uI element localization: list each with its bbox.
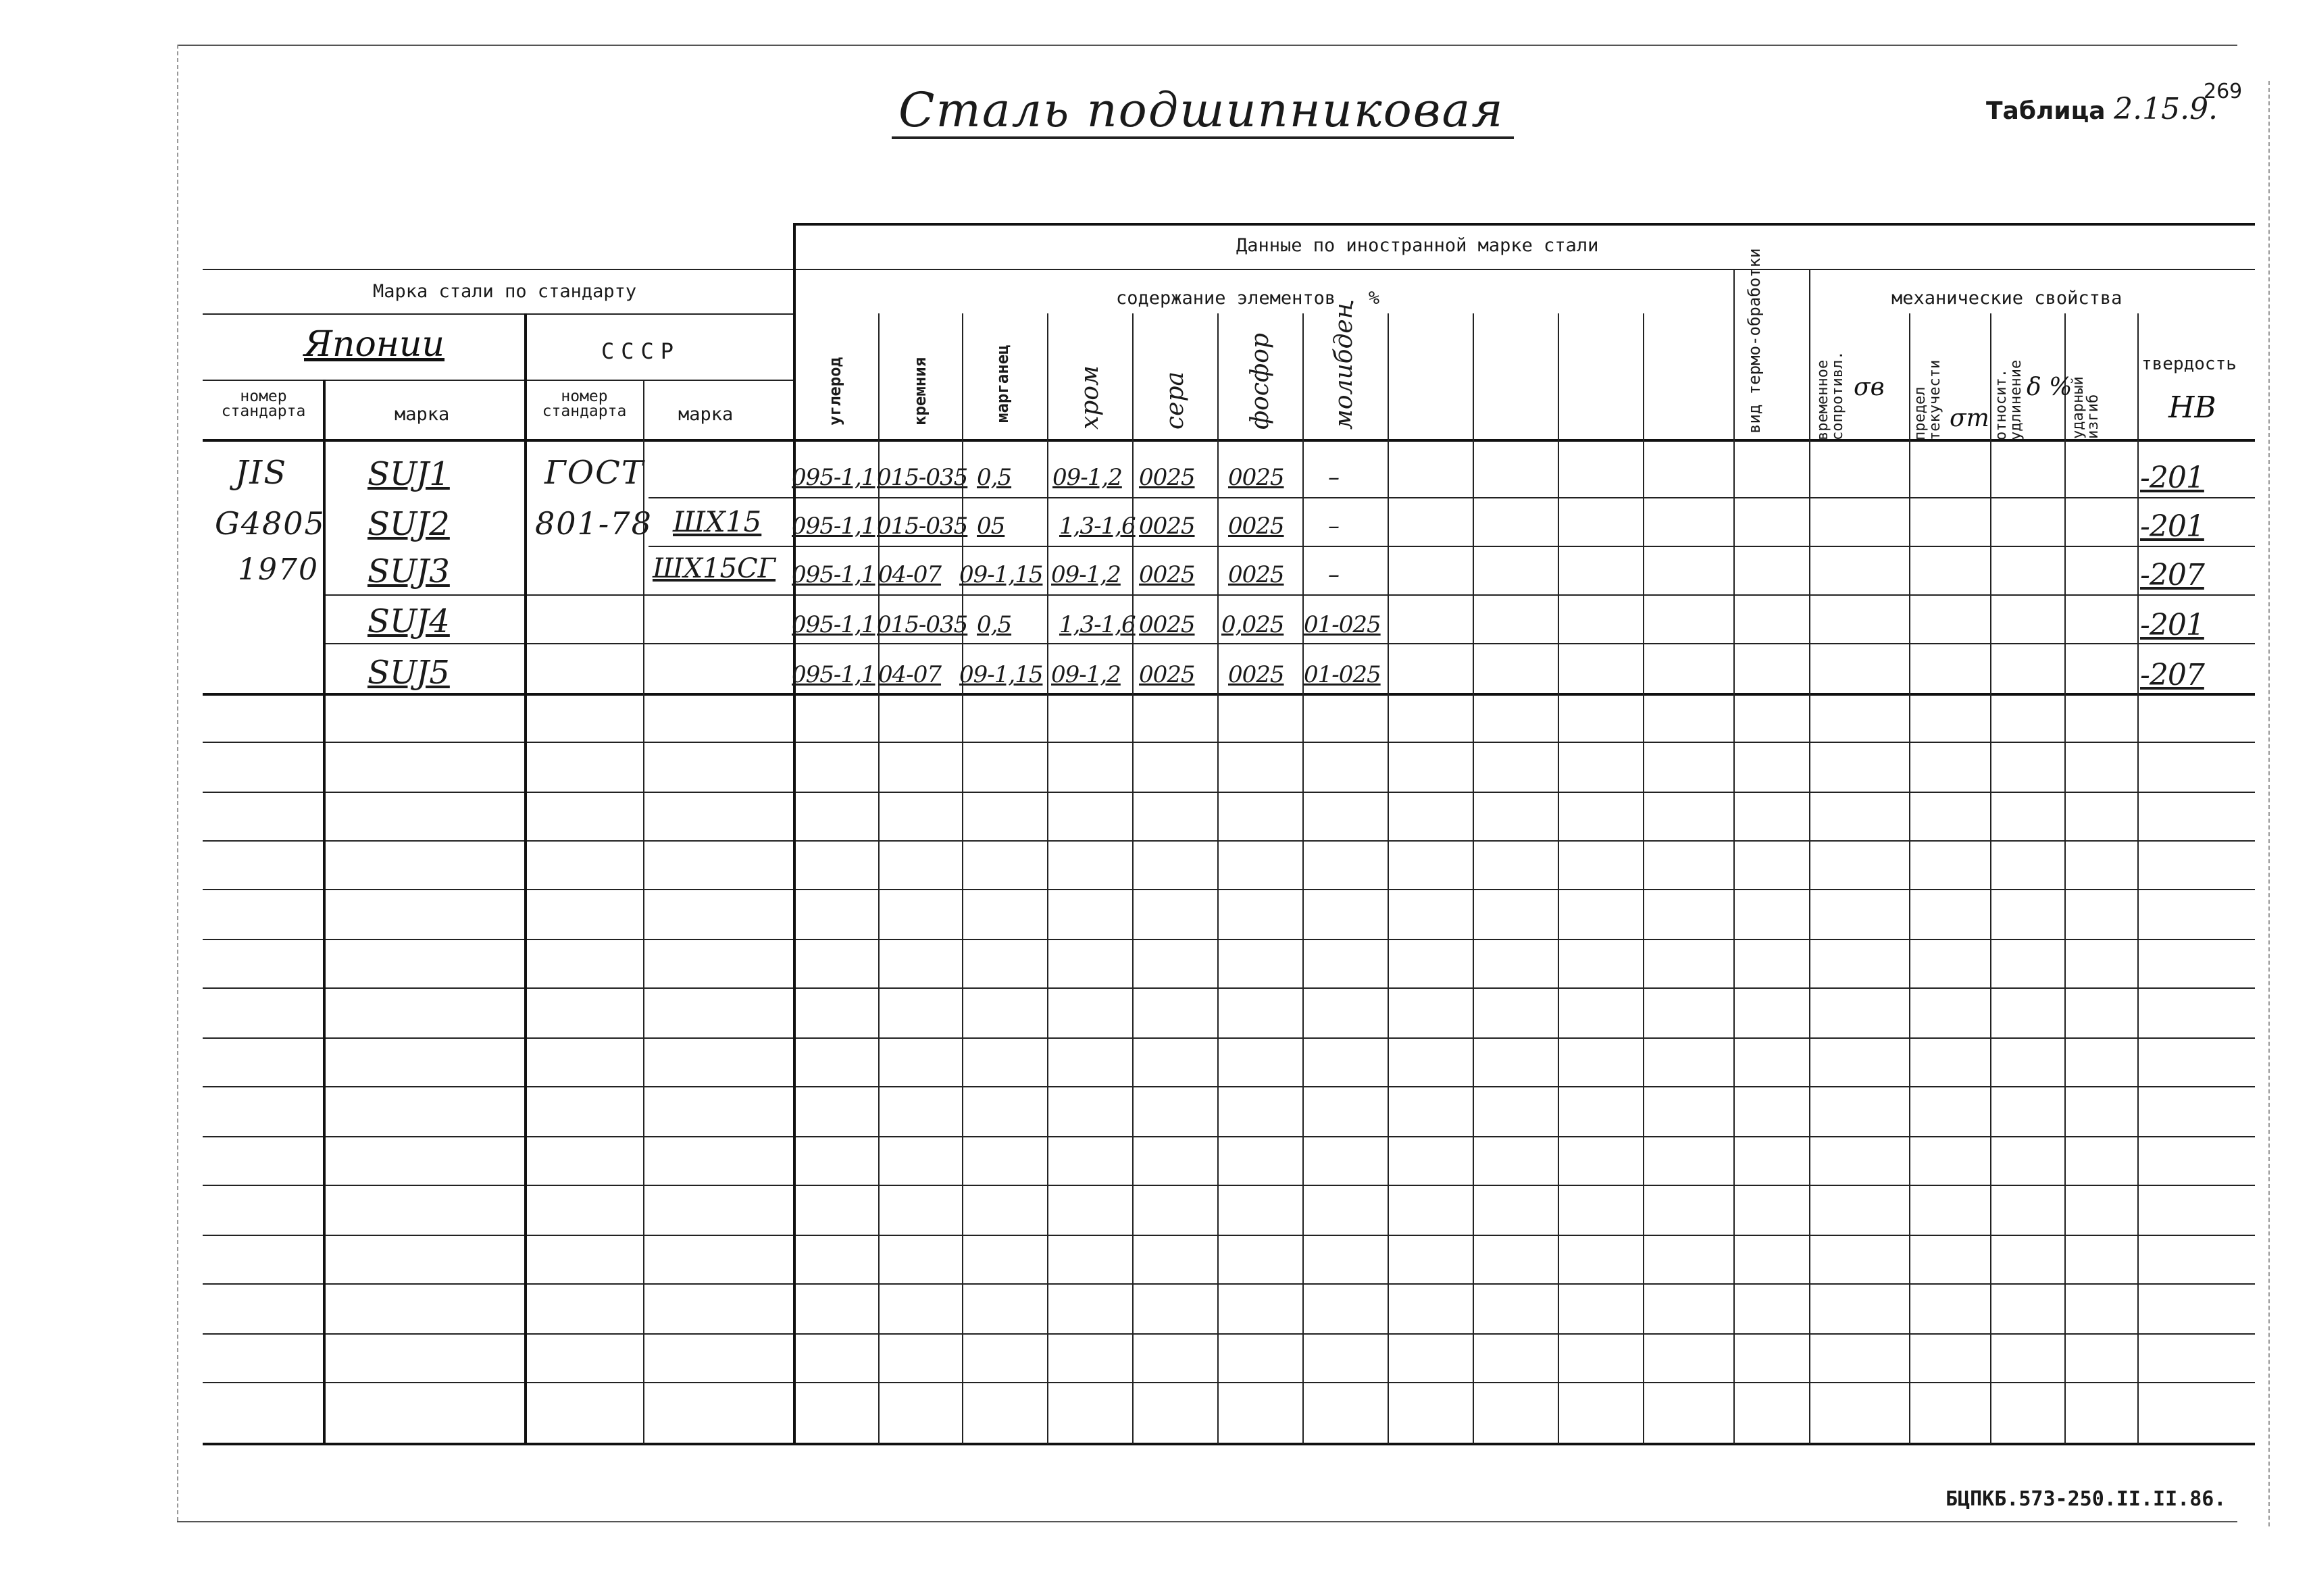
grid-line-v10 — [1388, 313, 1389, 1444]
grid-line-v15 — [1809, 270, 1810, 1444]
grid-line-e10 — [203, 1185, 2255, 1186]
header-yield: предел текучести — [1912, 359, 1943, 440]
row1-hardness: -201 — [2140, 461, 2204, 495]
row3-ussr-grade: ШХ15СГ — [653, 553, 776, 584]
row4-silicon: 015-035 — [877, 611, 968, 638]
header-mech-props: механические свойства — [1891, 288, 2123, 309]
grid-line-e14 — [203, 1382, 2255, 1383]
row1-phosphorus: 0025 — [1228, 464, 1284, 491]
row5-carbon: 095-1,1 — [792, 661, 875, 688]
grid-line-e1 — [203, 742, 2255, 743]
header-tensile: временное сопротивл. — [1814, 351, 1846, 440]
row5-hardness: -207 — [2140, 658, 2204, 692]
grid-line-e2 — [203, 792, 2255, 793]
grid-line-h2 — [203, 439, 2255, 442]
grid-line-e3 — [203, 840, 2255, 842]
table-number-value: 2.15.9. — [2114, 92, 2218, 126]
row5-silicon: 04-07 — [878, 661, 942, 688]
grid-line-r4 — [324, 643, 2255, 644]
row2-manganese: 05 — [977, 513, 1005, 540]
row2-hardness: -201 — [2140, 509, 2204, 544]
row4-grade: SUJ4 — [367, 602, 450, 640]
row2-sulfur: 0025 — [1139, 513, 1195, 540]
grid-line-v-main — [793, 223, 796, 1444]
header-hardness: твердость — [2141, 354, 2237, 374]
row5-manganese: 09-1,15 — [959, 661, 1043, 688]
grid-line-v2 — [524, 313, 527, 1444]
grid-line-e7 — [203, 1037, 2255, 1039]
footer-code: БЦПКБ.573-250.II.II.86. — [1946, 1487, 2227, 1511]
row5-chromium: 09-1,2 — [1051, 661, 1121, 688]
row2-ussr-grade: ШХ15 — [673, 505, 762, 538]
grid-line-v13 — [1643, 313, 1644, 1444]
header-foreign-data: Данные по иностранной марке стали — [1236, 235, 1599, 256]
row3-molybdenum: – — [1328, 561, 1339, 588]
header-country-ussr: СССР — [601, 338, 681, 364]
foreign-standard-line-1: JIS — [235, 454, 288, 492]
row2-silicon: 015-035 — [877, 513, 968, 540]
grid-line-v16 — [1909, 313, 1910, 1444]
grid-line-v18 — [2064, 313, 2066, 1444]
header-yield-symbol: σт — [1950, 405, 1989, 432]
header-element-phosphorus: фосфор — [1246, 333, 1274, 430]
grid-line-e8 — [203, 1086, 2255, 1087]
row2-molybdenum: – — [1328, 513, 1339, 540]
header-std-number-foreign: номер стандарта — [221, 388, 306, 420]
grid-line-v11 — [1473, 313, 1474, 1444]
row3-silicon: 04-07 — [878, 561, 942, 588]
row3-carbon: 095-1,1 — [792, 561, 875, 588]
grid-line-e13 — [203, 1333, 2255, 1335]
grid-line-h1 — [203, 269, 2255, 270]
grid-line-v6 — [1047, 313, 1048, 1444]
row3-phosphorus: 0025 — [1228, 561, 1284, 588]
header-element-carbon: углерод — [825, 357, 844, 426]
row2-carbon: 095-1,1 — [792, 513, 875, 540]
row3-grade: SUJ3 — [367, 552, 450, 590]
foreign-standard-line-3: 1970 — [238, 552, 319, 587]
grid-line-v19 — [2137, 313, 2139, 1444]
header-element-silicon: кремния — [911, 357, 930, 426]
grid-line-e9 — [203, 1136, 2255, 1137]
row3-sulfur: 0025 — [1139, 561, 1195, 588]
row4-phosphorus: 0,025 — [1221, 611, 1284, 638]
grid-line-e12 — [203, 1283, 2255, 1285]
row5-sulfur: 0025 — [1139, 661, 1195, 688]
row1-carbon: 095-1,1 — [792, 464, 875, 491]
grid-line-v7 — [1132, 313, 1134, 1444]
row1-molybdenum: – — [1328, 464, 1339, 491]
row1-sulfur: 0025 — [1139, 464, 1195, 491]
header-hardness-unit: НВ — [2168, 390, 2216, 425]
foreign-standard-line-2: G4805 — [215, 505, 326, 542]
row2-grade: SUJ2 — [367, 505, 450, 543]
header-element-chromium: хром — [1076, 365, 1104, 430]
page-title: Сталь подшипниковая — [892, 86, 1514, 139]
header-element-sulfur: сера — [1161, 371, 1189, 430]
row2-phosphorus: 0025 — [1228, 513, 1284, 540]
grid-line-h1b — [203, 313, 793, 315]
row4-hardness: -201 — [2140, 608, 2204, 642]
header-grade-foreign: марка — [395, 404, 450, 425]
row5-molybdenum: 01-025 — [1304, 661, 1381, 688]
ussr-standard-line-1: ГОСТ — [544, 454, 644, 492]
header-grade-by-standard: Марка стали по стандарту — [373, 281, 637, 302]
grid-line-r1 — [649, 497, 2255, 498]
row1-chromium: 09-1,2 — [1052, 464, 1122, 491]
header-element-molybdenum: молибден — [1330, 303, 1358, 430]
row4-sulfur: 0025 — [1139, 611, 1195, 638]
row1-grade: SUJ1 — [367, 455, 450, 493]
grid-line-e4 — [203, 889, 2255, 890]
header-grade-ussr: марка — [678, 404, 734, 425]
ussr-standard-line-2: 801-78 — [535, 505, 653, 542]
table-label: Таблица — [1986, 97, 2106, 125]
grid-line-r2 — [649, 546, 2255, 547]
header-elongation-symbol: δ % — [2027, 374, 2073, 401]
row4-carbon: 095-1,1 — [792, 611, 875, 638]
row5-grade: SUJ5 — [367, 654, 450, 692]
row1-silicon: 015-035 — [877, 464, 968, 491]
header-heat-treatment: вид термо-обработки — [1745, 248, 1764, 434]
header-elongation: относит. удлинение — [1993, 359, 2025, 440]
row3-manganese: 09-1,15 — [959, 561, 1043, 588]
grid-line-h2a — [203, 380, 793, 381]
grid-line-v17 — [1990, 313, 1991, 1444]
grid-line-r3 — [324, 594, 2255, 596]
grid-line-v14 — [1733, 270, 1735, 1444]
grid-line-v12 — [1558, 313, 1559, 1444]
grid-line-r5 — [203, 693, 2255, 696]
row5-phosphorus: 0025 — [1228, 661, 1284, 688]
header-country-foreign: Японии — [304, 324, 445, 365]
header-impact: ударный изгиб — [2070, 376, 2102, 439]
header-tensile-symbol: σв — [1854, 374, 1885, 401]
grid-line-v8 — [1217, 313, 1219, 1444]
row4-chromium: 1,3-1,6 — [1059, 611, 1136, 638]
grid-line-e5 — [203, 939, 2255, 940]
row2-chromium: 1,3-1,6 — [1059, 513, 1136, 540]
row1-manganese: 0,5 — [977, 464, 1012, 491]
row4-manganese: 0,5 — [977, 611, 1012, 638]
header-element-manganese: марганец — [993, 344, 1012, 423]
grid-line-v9 — [1302, 313, 1304, 1444]
grid-line-h0 — [793, 223, 2255, 226]
row3-chromium: 09-1,2 — [1051, 561, 1121, 588]
header-std-number-ussr: номер стандарта — [542, 388, 627, 420]
grid-line-e6 — [203, 987, 2255, 989]
grid-line-e11 — [203, 1235, 2255, 1236]
header-elements-content: содержание элементов , % — [1116, 288, 1380, 309]
grid-line-bottom — [203, 1443, 2255, 1445]
page-number: 269 — [2204, 80, 2243, 103]
row3-hardness: -207 — [2140, 558, 2204, 592]
row4-molybdenum: 01-025 — [1304, 611, 1381, 638]
